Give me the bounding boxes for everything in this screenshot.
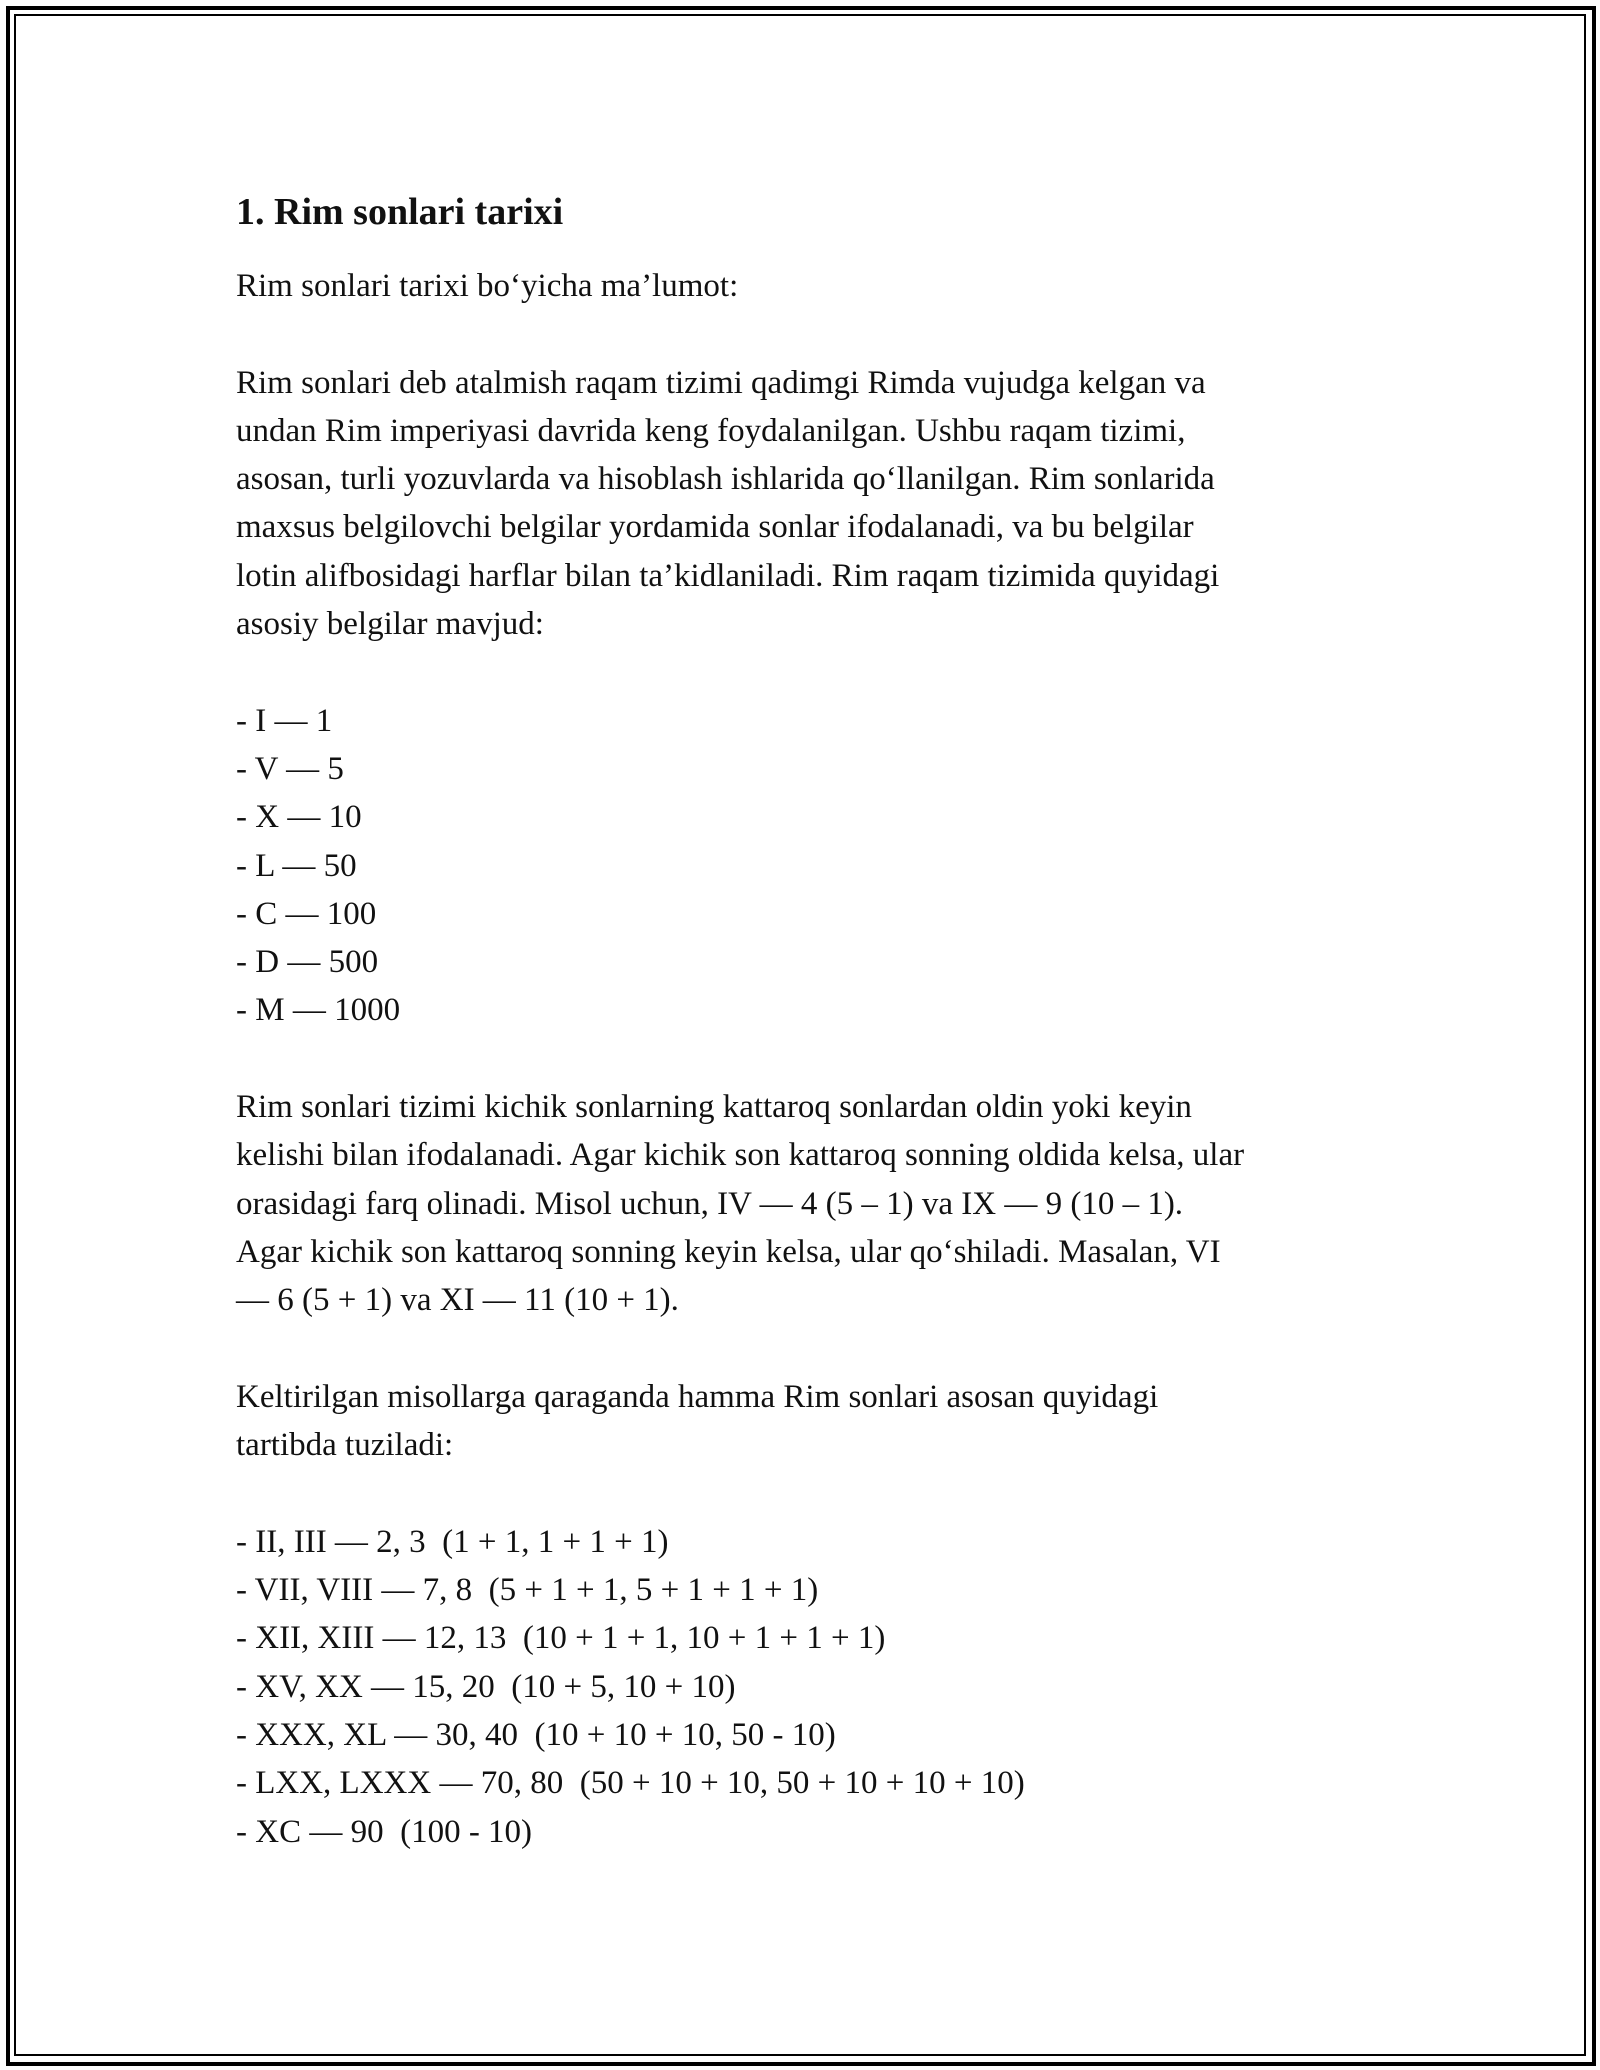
spacer — [236, 310, 1376, 358]
intro-text: Rim sonlari tarixi bo‘yicha ma’lumot: — [236, 268, 739, 304]
paragraph-line: orasidagi farq olinadi. Misol uchun, IV — 4 (5 – 1) va IX — 9 (10 – 1). — [236, 1185, 1184, 1222]
list-item: - L — 50 — [236, 847, 357, 884]
paragraph-line: Agar kichik son kattaroq sonning keyin kelsa, ular qo‘shiladi. Masalan, VI — [236, 1233, 1221, 1270]
paragraph-line: Rim sonlari deb atalmish raqam tizimi qadimgi Rimda vujudga kelgan va — [236, 364, 1206, 401]
spacer — [236, 648, 1376, 696]
list-item: - X — 10 — [236, 799, 362, 836]
list-item: - II, III — 2, 3 (1 + 1, 1 + 1 + 1) — [236, 1523, 669, 1560]
examples-list — [236, 1518, 1376, 1856]
paragraph-line: undan Rim imperiyasi davrida keng foydalanilgan. Ushbu raqam tizimi, — [236, 412, 1186, 449]
list-item: - XXX, XL — 30, 40 (10 + 10 + 10, 50 - 10) — [236, 1716, 836, 1753]
paragraph-history — [236, 359, 1376, 649]
spacer — [236, 1035, 1376, 1083]
paragraph-line: Rim sonlari tizimi kichik sonlarning kattaroq sonlardan oldin yoki keyin — [236, 1089, 1192, 1126]
list-item: - D — 500 — [236, 944, 379, 981]
symbol-list — [236, 697, 1376, 1035]
list-item: - XV, XX — 15, 20 (10 + 5, 10 + 10) — [236, 1668, 736, 1705]
paragraph-line: maxsus belgilovchi belgilar yordamida sonlar ifodalanadi, va bu belgilar — [236, 509, 1194, 546]
section-heading: 1. Rim sonlari tarixi — [236, 191, 564, 233]
document-page — [236, 186, 1376, 1856]
paragraph-line: asosan, turli yozuvlarda va hisoblash ishlarida qo‘llanilgan. Rim sonlarida — [236, 461, 1215, 498]
paragraph-line: lotin alifbosidagi harflar bilan ta’kidlaniladi. Rim raqam tizimida quyidagi — [236, 557, 1220, 594]
paragraph-line: tartibda tuziladi: — [236, 1427, 454, 1464]
paragraph-line: — 6 (5 + 1) va XI — 11 (10 + 1). — [236, 1282, 679, 1319]
paragraph-line: Keltirilgan misollarga qaraganda hamma Rim sonlari asosan quyidagi — [236, 1378, 1159, 1415]
paragraph-examples-intro — [236, 1373, 1376, 1470]
list-item: - I — 1 — [236, 702, 333, 739]
paragraph-rules — [236, 1083, 1376, 1324]
spacer — [236, 1325, 1376, 1373]
list-item: - VII, VIII — 7, 8 (5 + 1 + 1, 5 + 1 + 1 + 1) — [236, 1572, 819, 1609]
list-item: - XII, XIII — 12, 13 (10 + 1 + 1, 10 + 1 + 1 + 1) — [236, 1620, 886, 1657]
paragraph-line: asosiy belgilar mavjud: — [236, 606, 544, 643]
list-item: - LXX, LXXX — 70, 80 (50 + 10 + 10, 50 + 10 + 10 + 10) — [236, 1765, 1025, 1802]
list-item: - C — 100 — [236, 895, 377, 932]
spacer — [236, 1469, 1376, 1517]
list-item: - XC — 90 (100 - 10) — [236, 1813, 533, 1850]
list-item: - V — 5 — [236, 750, 344, 787]
list-item: - M — 1000 — [236, 992, 401, 1029]
paragraph-line: kelishi bilan ifodalanadi. Agar kichik son kattaroq sonning oldida kelsa, ular — [236, 1137, 1245, 1174]
